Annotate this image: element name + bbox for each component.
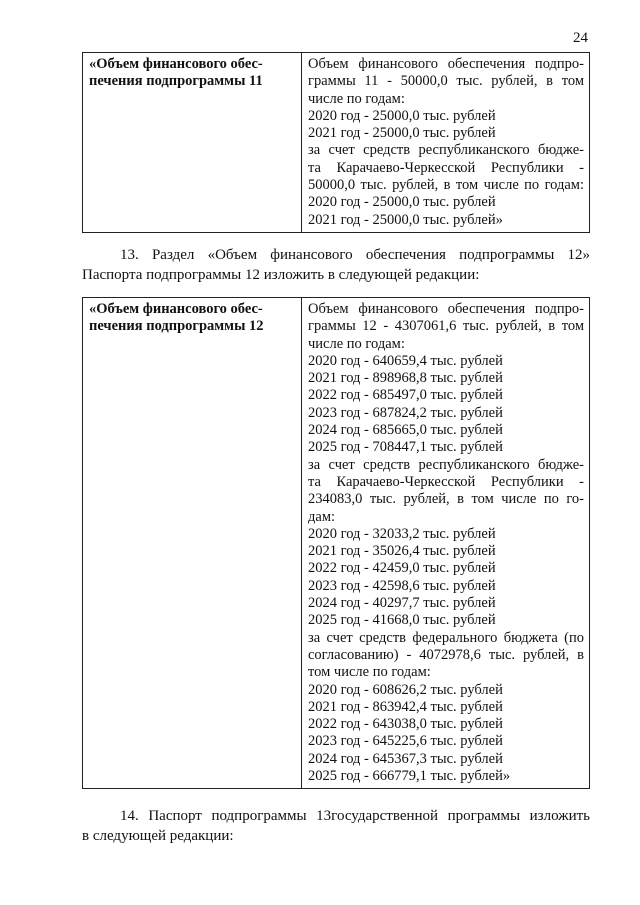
- value-line: граммы 12 - 4307061,6 тыс. рублей, в том: [308, 318, 584, 335]
- value-line: 2025 год - 41668,0 тыс. рублей: [308, 612, 496, 629]
- label-line: «Объем финансового обес-: [89, 56, 263, 72]
- paragraph-line: в следующей редакции:: [82, 828, 234, 844]
- value-line: 2025 год - 666779,1 тыс. рублей»: [308, 768, 511, 785]
- subprogram-12-funding-table: [82, 297, 590, 789]
- label-line: печения подпрограммы 11: [89, 73, 263, 90]
- value-line: 2020 год - 608626,2 тыс. рублей: [308, 681, 503, 698]
- value-line: та Карачаево-Черкесской Республики -: [308, 473, 584, 490]
- funding-label-cell: [83, 53, 302, 233]
- value-line: числе по годам:: [308, 90, 405, 107]
- paragraph-13: [82, 245, 590, 285]
- value-line: 50000,0 тыс. рублей, в том числе по годам:: [308, 177, 584, 194]
- value-line: 2025 год - 708447,1 тыс. рублей: [308, 439, 503, 456]
- label-line: «Объем финансового обес-: [89, 301, 263, 317]
- value-line: за счет средств республиканского бюдже-: [308, 142, 584, 159]
- value-line: 2021 год - 25000,0 тыс. рублей»: [308, 211, 503, 228]
- value-line: 2021 год - 898968,8 тыс. рублей: [308, 370, 503, 387]
- value-line: Объем финансового обеспечения подпро-: [308, 56, 584, 72]
- paragraph-line: 13. Раздел «Объем финансового обеспечения подпрограммы 12»: [120, 247, 590, 263]
- table-row: [83, 53, 590, 233]
- funding-label-cell: [83, 298, 302, 789]
- paragraph-14: [82, 806, 590, 846]
- value-line: 2022 год - 685497,0 тыс. рублей: [308, 387, 503, 404]
- value-line: согласованию) - 4072978,6 тыс. рублей, в: [308, 646, 584, 663]
- funding-value-cell: [302, 298, 590, 789]
- value-line: 2020 год - 32033,2 тыс. рублей: [308, 525, 496, 542]
- value-line: за счет средств республиканского бюдже-: [308, 456, 584, 473]
- value-line: та Карачаево-Черкесской Республики -: [308, 159, 584, 176]
- paragraph-line: 14. Паспорт подпрограммы 13государственной программы изложить: [120, 808, 590, 824]
- value-line: 2021 год - 35026,4 тыс. рублей: [308, 543, 496, 560]
- value-line: за счет средств федерального бюджета (по: [308, 629, 584, 646]
- value-line: 2020 год - 25000,0 тыс. рублей: [308, 194, 496, 211]
- value-line: 2023 год - 42598,6 тыс. рублей: [308, 577, 496, 594]
- value-line: 2021 год - 25000,0 тыс. рублей: [308, 125, 496, 142]
- subprogram-11-funding-table: [82, 52, 590, 233]
- value-line: 2020 год - 640659,4 тыс. рублей: [308, 352, 503, 369]
- paragraph-line: Паспорта подпрограммы 12 изложить в следующей редакции:: [82, 267, 480, 283]
- value-line: граммы 11 - 50000,0 тыс. рублей, в том: [308, 73, 584, 90]
- table-row: [83, 298, 590, 789]
- value-line: 2023 год - 645225,6 тыс. рублей: [308, 733, 503, 750]
- value-line: 2020 год - 25000,0 тыс. рублей: [308, 107, 496, 124]
- value-line: 2021 год - 863942,4 тыс. рублей: [308, 698, 503, 715]
- value-line: 2024 год - 685665,0 тыс. рублей: [308, 422, 503, 439]
- value-line: дам:: [308, 508, 336, 525]
- value-line: 2023 год - 687824,2 тыс. рублей: [308, 404, 503, 421]
- value-line: 2022 год - 42459,0 тыс. рублей: [308, 560, 496, 577]
- value-line: 2024 год - 645367,3 тыс. рублей: [308, 750, 503, 767]
- page-number: 24: [573, 30, 588, 46]
- value-line: числе по годам:: [308, 335, 405, 352]
- value-line: 2022 год - 643038,0 тыс. рублей: [308, 716, 503, 733]
- value-line: 2024 год - 40297,7 тыс. рублей: [308, 595, 496, 612]
- funding-value-cell: [302, 53, 590, 233]
- value-line: том числе по годам:: [308, 664, 431, 681]
- label-line: печения подпрограммы 12: [89, 318, 264, 335]
- value-line: Объем финансового обеспечения подпро-: [308, 301, 584, 317]
- value-line: 234083,0 тыс. рублей, в том числе по го-: [308, 491, 584, 508]
